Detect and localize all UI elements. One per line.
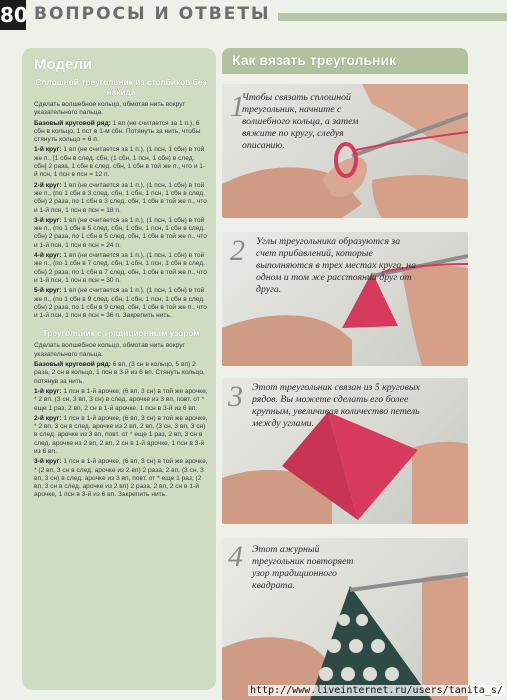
- round-label: 3-й круг:: [34, 458, 62, 466]
- round-text: 1 псн в 1-й арочке, (6 вп, 3 сн) в той же арочке, * 2 вп, 3 сн в след. арочке из 2 вп, 2 вп, (3 сн, 3 вп, 3 сн) в след. арочке из 3 вп, повт. от * еще 1 раз, 2 вп, 3 сн в след. арочке из 2 вп, 2 вп, 2 сн в 1-й арочке, 1 псн в 3-й из 6 вп.: [34, 414, 208, 455]
- step-1-caption: Чтобы связать сплошной треугольник, начните с волшебного кольца, а затем вяжите по кругу, следуя описанию.: [242, 92, 359, 151]
- header-decor-bar: [278, 13, 507, 21]
- step-2-number: 2: [230, 234, 245, 267]
- round-label: 2-й круг:: [34, 181, 62, 189]
- pattern1-round: [34, 252, 208, 285]
- round-text: 1 вп (не считается за 1 п.), (1 псн, 1 сбн) в той же п., (по 1 сбн в 7 след. сбн, 1 сбн, 1 псн, 1 сбн в след. сбн) 2 раза, по 1 сбн в 7 след. сбн, 1 сбн в той же п., что и 1-й псн, 1 псн в псн = 30 п.: [34, 252, 207, 284]
- step-3-number: 3: [228, 380, 243, 413]
- pattern2-round: [34, 361, 208, 386]
- round-text: 6 вп, (3 сн в кольцо, 5 вп) 2 раза, 2 сн в кольцо, 1 псн в 3-й из 6 вп. Стянуть кольцо, потянув за нить.: [34, 361, 205, 385]
- round-text: 1 вп (не считается за 1 п.), 6 сбн в кольцо, 1 пст в 1-м сбн. Потянуть за нить, чтобы стянуть кольцо = 6 п.: [34, 119, 201, 144]
- round-label: 2-й круг:: [34, 414, 62, 422]
- step-1-photo: [222, 84, 468, 218]
- section-title: ВОПРОСЫ И ОТВЕТЫ: [34, 4, 271, 24]
- round-label: 1-й круг:: [34, 387, 62, 395]
- step-4-caption: Этот ажурный треугольник повторяет узор традиционного квадрата.: [252, 544, 354, 591]
- round-label: 5-й круг:: [34, 287, 62, 295]
- round-text: 1 псн в 1-й арочке, (6 вп, 3 сн) в той же арочке, * (2 вп, 3 сн в след. арочке из 2 вп) 2 раза, 2 вп, (3 сн, 3 вп, 3 сн) в след. арочке из 3 вп, повт. от * еще 1 раз, (2 вп, 3 сн в след. арочке из 2 вп) 2 раза, 2 вп, 2 сн в 1-й арочке, 1 псн в 3-й из 6 вп. Закрепить нить.: [34, 458, 208, 499]
- pattern1-round: [34, 182, 208, 215]
- round-text: 1 вп (не считается за 1 п.), (1 псн, 1 сбн) в той же п., (по 1 сбн в 9 след. сбн, 1 сбн, 1 псн, 1 сбн в след. сбн) 2 раза, по 1 сбн в 9 след. сбн, 1 сбн в той же п., что и 1-й псн, 1 псн в псн = 36 п. Закрепить нить.: [34, 287, 207, 320]
- page-number: 80: [0, 0, 26, 30]
- round-text: 1 вп (не считается за 1 п.), (1 псн, 1 сбн) в той же п., (по 1 сбн в 5 след. сбн, 1 сбн, 1 псн, 1 сбн в след. сбн) 2 раза, по 1 сбн в 5 след. сбн, 1 сбн в той же п., что и 1-й псн, 1 псн в псн = 24 п.: [34, 216, 207, 249]
- pattern1-round: [34, 287, 208, 320]
- pattern1-intro: Сделать волшебное кольцо, обмотав нить вокруг указательного пальца.: [34, 101, 185, 117]
- round-text: 1 псн в 1-й арочке, (6 вп, 3 сн) в той же арочке, * 2 вп, (3 сн, 3 вп, 3 сн) в след. арочке из 3 вп, повт. от * еще 1 раз, 2 вп, 2 сн в 1-й арочке, 1 псн в 3-й из 6 вп.: [34, 387, 208, 412]
- pattern2-round: [34, 458, 208, 499]
- source-url: http://www.liveinternet.ru/users/tanita_s/: [250, 685, 503, 696]
- round-text: 1 вп (не считается за 1 п.), (1 псн, 1 сбн) в той же п., [1 сбн в след. сбн, (1 сбн, 1 псн, 1 сбн) в след. сбн] 2 раза, 1 сбн в след. сбн, 1 сбн в той же п., что и 1-й псн, 1 псн в псн = 12 п.: [34, 146, 206, 179]
- step-1-number: 1: [230, 90, 245, 123]
- pattern2-round: [34, 415, 208, 456]
- step-4-photo: [222, 538, 468, 700]
- step-3-photo: [222, 378, 468, 524]
- page-header: [0, 0, 507, 34]
- pattern1-round: [34, 217, 208, 250]
- pattern1-title: Сплошной треугольник из столбиков без накида: [35, 77, 207, 97]
- howto-title: Как вязать треугольник: [232, 52, 397, 68]
- pattern2-intro: Сделать волшебное кольцо, обмотав нить вокруг указательного пальца.: [34, 342, 185, 358]
- round-label: 1-й круг:: [34, 146, 62, 154]
- round-label: 3-й круг:: [34, 216, 62, 224]
- step-2-caption: Углы треугольника образуются за счет прибавлений, которые выполняются в трех местах круга, на одном и том же расстоянии друг от друга.: [256, 236, 416, 295]
- round-label: Базовый круговой ряд:: [34, 119, 111, 127]
- round-label: Базовый круговой ряд:: [34, 361, 111, 369]
- round-text: 1 вп (не считается за 1 п.), (1 псн, 1 сбн) в той же п., (по 1 сбн в 3 след. сбн, 1 сбн, 1 псн, 1 сбн в след. сбн) 2 раза, по 1 сбн в 3 след. сбн, 1 сбн в той же п., что и 1-й псн, 1 псн в псн = 18 п.: [34, 181, 207, 214]
- patterns-title: Модели: [34, 56, 93, 73]
- pattern1-round: [34, 146, 208, 179]
- step-4-number: 4: [228, 540, 243, 573]
- round-label: 4-й круг:: [34, 252, 62, 260]
- pattern2-title: Треугольник с традиционным узором: [42, 328, 200, 339]
- step-2-photo: [222, 232, 468, 366]
- pattern2-round: [34, 388, 208, 413]
- patterns-panel: [22, 48, 216, 690]
- step-3-caption: Этот треугольник связан из 5 круговых рядов. Вы можете сделать его более крупным, увеличивая количество петель между углами.: [252, 382, 420, 429]
- pattern1-round: [34, 120, 208, 145]
